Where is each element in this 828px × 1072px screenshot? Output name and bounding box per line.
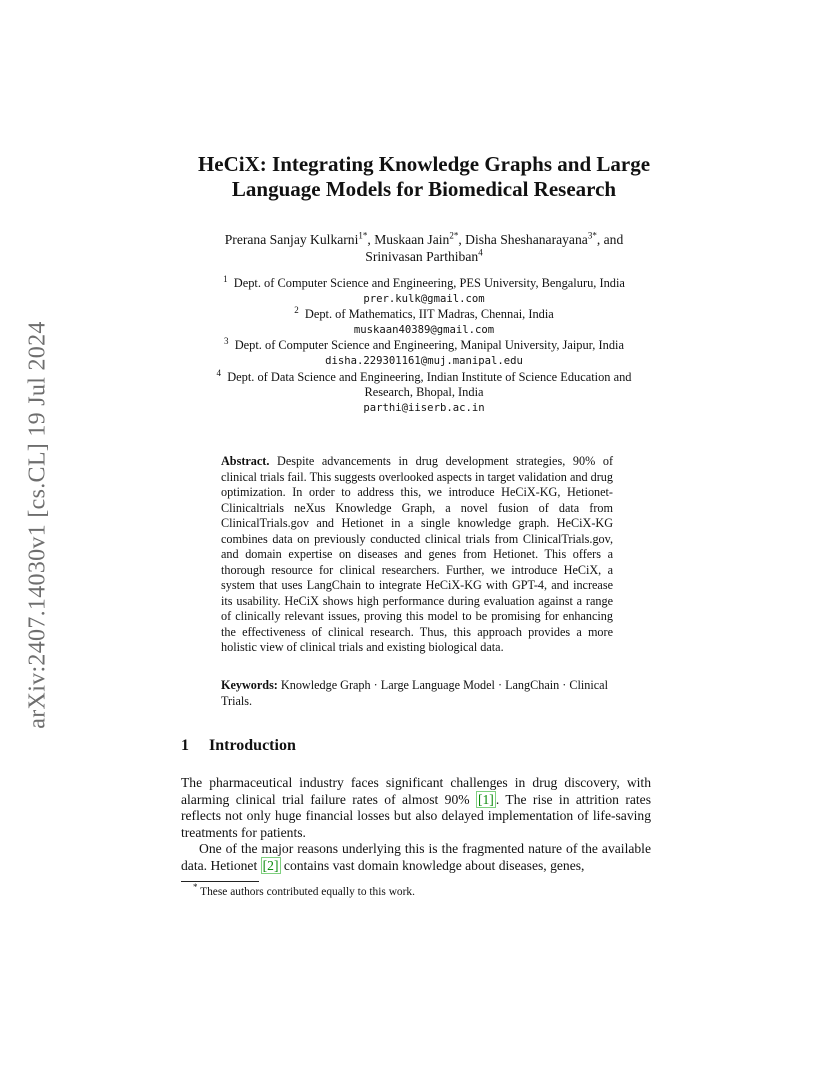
author-3: Disha Sheshanarayana [465, 232, 588, 247]
author-3-mark: 3* [587, 230, 597, 241]
paper-title [150, 152, 698, 202]
affiliation-number: 4 [216, 367, 221, 378]
intro-paragraph-2: One of the major reasons underlying this is the fragmented nature of the available data. Hetionet [2] contains vast domain knowledge about diseases, genes, [181, 841, 651, 873]
section-heading [181, 737, 296, 755]
arxiv-stamp-text: arXiv:2407.14030v1 [cs.CL] 19 Jul 2024 [24, 321, 51, 729]
author-2: Muskaan Jain [374, 232, 450, 247]
abstract-label: Abstract. [221, 454, 270, 468]
affiliation-4 [170, 367, 678, 417]
keywords [221, 678, 613, 709]
affiliation-dept: Dept. of Data Science and Engineering, Indian Institute of Science Education and [227, 369, 632, 384]
keywords-label: Keywords: [221, 678, 278, 692]
author-2-mark: 2* [449, 230, 459, 241]
affiliation-3 [170, 338, 678, 369]
affiliations [170, 273, 678, 416]
affiliation-email: muskaan40389@gmail.com [353, 323, 495, 336]
author-list: Prerana Sanjay Kulkarni$^{1*}$, Muskaan Jain$^{2*}$, Disha Sheshanarayana$^{3*}$, and Srinivasan Parthiban$^4$ [224, 230, 624, 264]
intro-body [181, 775, 651, 874]
citation-link[interactable]: [2] [262, 857, 279, 873]
abstract-text: Despite advancements in drug development strategies, 90% of clinical trials fail. This suggests overlooked aspects in target validation and drug optimization. In order to address this, we introduce HeCiX-KG, Hetionet-Clinicaltrials neXus Knowledge Graph, a novel fusion of data from ClinicalTrials.gov and Hetionet in a single knowledge graph. HeCiX-KG combines data on previously conducted clinical trials from ClinicalTrials.gov, and domain expertise on diseases and genes from Hetionet. This offers a thorough resource for clinical researchers. Further, we introduce HeCiX, a system that uses LangChain to integrate HeCiX-KG with GPT-4, and increase its usability. HeCiX shows high performance during evaluation against a range of clinically relevant issues, proving this model to be promising for enhancing the effectiveness of clinical research. Thus, this approach provides a more holistic view of clinical trials and existing biological data. [221, 454, 613, 654]
keywords-text: Knowledge Graph · Large Language Model · LangChain · Clinical Trials. [221, 678, 608, 708]
affiliation-number: 3 [224, 336, 229, 347]
affiliation-dept: Dept. of Mathematics, IIT Madras, Chennai, India [304, 307, 554, 322]
footnote-text: These authors contributed equally to this work. [200, 886, 415, 898]
affiliation-1 [170, 273, 678, 307]
affiliation-dept: Dept. of Computer Science and Engineering, Manipal University, Jaipur, India [234, 338, 624, 353]
affiliation-dept-cont: Research, Bhopal, India [364, 385, 484, 400]
abstract [221, 454, 613, 656]
author-conjunction: , and [596, 232, 624, 247]
section-title: Introduction [209, 737, 296, 754]
affiliation-email: parthi@iiserb.ac.in [363, 401, 485, 414]
title-line-1: HeCiX: Integrating Knowledge Graphs and Large [197, 152, 651, 176]
author-4-mark: 4 [478, 247, 483, 258]
footnote [193, 882, 415, 898]
title-line-2: Language Models for Biomedical Research [231, 177, 617, 201]
affiliation-number: 2 [294, 305, 299, 316]
section-number: 1 [181, 737, 189, 754]
intro-paragraph-1: The pharmaceutical industry faces significant challenges in drug discovery, with alarming clinical trial failure rates of almost 90% [1] . The rise in attrition rates reflects not only huge financial losses but also delayed implementation of life-saving treatments for patients. [181, 775, 651, 840]
arxiv-stamp [13, 295, 63, 755]
author-4: Srinivasan Parthiban [365, 249, 479, 264]
footnote-mark: * [193, 882, 198, 893]
author-1: Prerana Sanjay Kulkarni [224, 232, 359, 247]
affiliation-2 [170, 307, 678, 338]
author-1-mark: 1* [358, 230, 368, 241]
citation-link[interactable]: [1] [477, 791, 494, 807]
affiliation-email: disha.229301161@muj.manipal.edu [325, 354, 523, 367]
affiliation-email: prer.kulk@gmail.com [363, 292, 485, 305]
affiliation-dept: Dept. of Computer Science and Engineering, PES University, Bengaluru, India [233, 276, 625, 290]
affiliation-number: 1 [223, 273, 228, 284]
